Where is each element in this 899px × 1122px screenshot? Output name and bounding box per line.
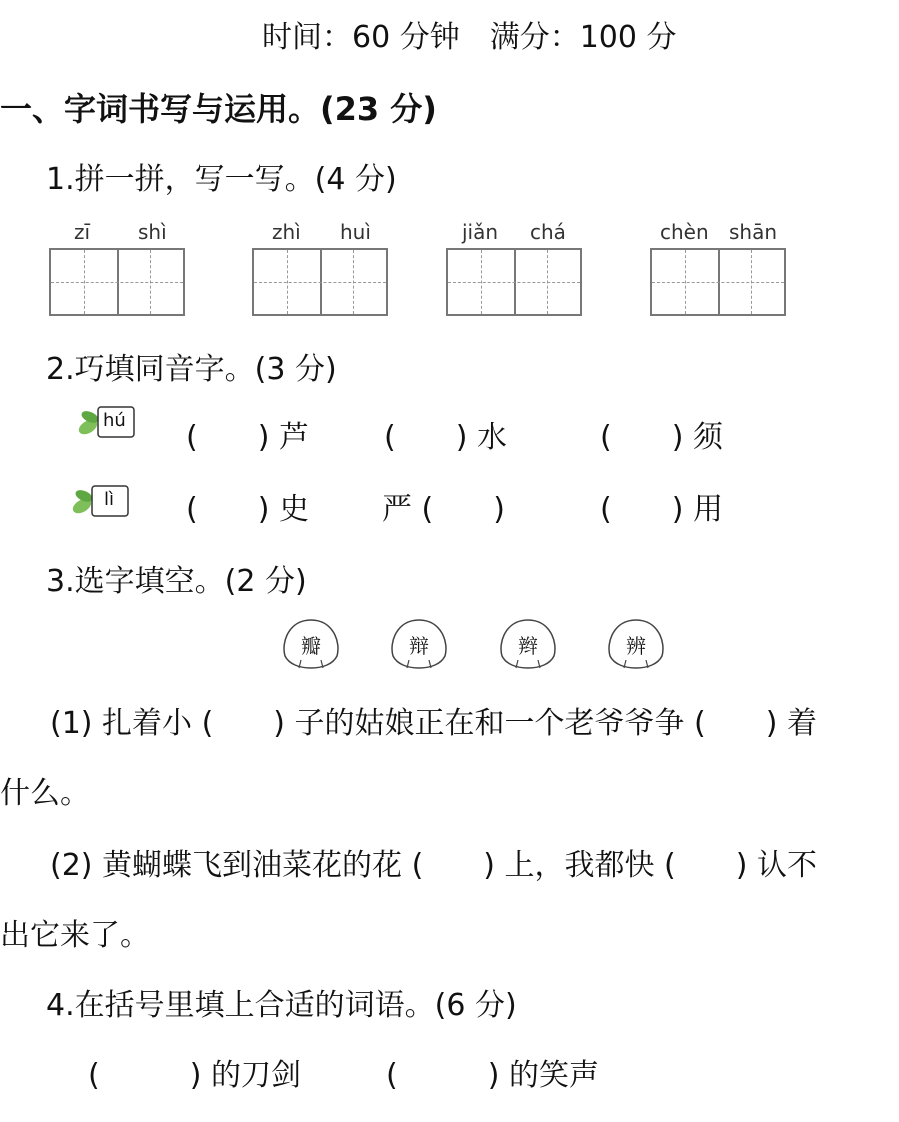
leaf-tag [76,405,138,445]
pinyin-tag: lì [104,489,115,510]
pinyin-label: jiǎn [462,220,499,244]
blank-item[interactable]: 严 ( ) [382,492,505,527]
blank-item[interactable]: ( ) 用 [600,492,723,527]
blank-item[interactable]: ( ) 芦 [186,420,309,455]
pinyin-label: zhì [272,220,301,244]
q3-sentence-1-cont: 什么。 [0,776,90,811]
shell-char-text: 辨 [626,634,646,658]
pinyin-label: zī [74,220,91,244]
shell-char [387,616,451,672]
shell-char [604,616,668,672]
q4-title: 4.在括号里填上合适的词语。(6 分) [46,988,517,1023]
pinyin-label: shì [138,220,167,244]
pinyin-tag: hú [103,410,126,431]
q2-title: 2.巧填同音字。(3 分) [46,352,337,387]
q3-title: 3.选字填空。(2 分) [46,564,307,599]
writing-grid[interactable] [49,248,185,316]
section-title: 一、字词书写与运用。(23 分) [0,90,437,128]
blank-item[interactable]: ( ) 的笑声 [386,1058,599,1093]
writing-grid[interactable] [252,248,388,316]
pinyin-label: huì [340,220,371,244]
shell-char [496,616,560,672]
q3-sentence-1: (1) 扎着小 ( ) 子的姑娘正在和一个老爷爷争 ( ) 着 [50,706,817,741]
pinyin-label: shān [729,220,778,244]
q1-title: 1.拼一拼，写一写。(4 分) [46,162,397,197]
q3-sentence-2-cont: 出它来了。 [0,918,150,953]
time-score-line: 时间：60 分钟 满分：100 分 [262,20,677,55]
shell-char-text: 瓣 [301,634,321,658]
shell-char-text: 辫 [518,634,538,658]
q3-sentence-2: (2) 黄蝴蝶飞到油菜花的花 ( ) 上，我都快 ( ) 认不 [50,848,817,883]
blank-item[interactable]: ( ) 水 [384,420,507,455]
writing-grid[interactable] [650,248,786,316]
blank-item[interactable]: ( ) 史 [186,492,309,527]
blank-item[interactable]: ( ) 须 [600,420,723,455]
writing-grid[interactable] [446,248,582,316]
shell-char [279,616,343,672]
pinyin-label: chèn [660,220,709,244]
blank-item[interactable]: ( ) 的刀剑 [88,1058,301,1093]
pinyin-label: chá [530,220,566,244]
leaf-tag [70,484,132,524]
shell-char-text: 辩 [409,634,429,658]
leaf-icon [70,484,132,520]
